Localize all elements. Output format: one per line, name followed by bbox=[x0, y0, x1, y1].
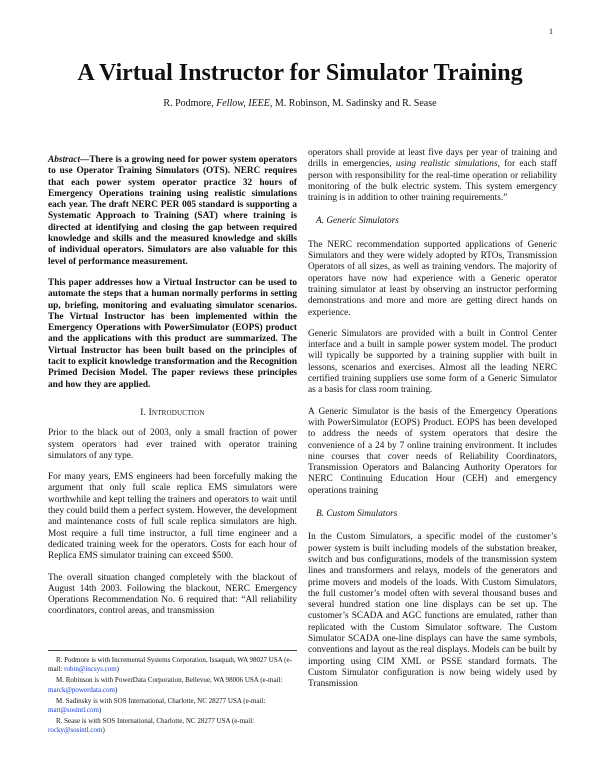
footnote-4 bbox=[48, 717, 297, 735]
footnote-4-text: R. Sease is with SOS International, Charlotte, NC 28277 USA (e-mail: bbox=[56, 717, 255, 726]
subsection-heading-custom: B. Custom Simulators bbox=[316, 509, 398, 520]
footnote-4-end: ) bbox=[102, 726, 105, 735]
right-paragraph-1 bbox=[308, 148, 557, 204]
footnote-2-text: M. Robinson is with PowerData Corporation, Bellevue, WA 98006 USA (e-mail: bbox=[56, 676, 283, 685]
right-p1-text-a: operators shall provide at least five days per year of training and drills in emergencies, bbox=[308, 148, 557, 170]
intro-paragraph-3: The overall situation changed completely with the blackout of August 14th 2003. Following the blackout, NERC Emergency Operations Recommendation No. 6 required that: “All reliability coordinators, control areas, and transmission bbox=[48, 572, 297, 617]
left-column bbox=[48, 155, 297, 628]
section-title: Introduction bbox=[148, 407, 205, 418]
author-line bbox=[0, 98, 600, 109]
subsection-heading-generic: A. Generic Simulators bbox=[316, 216, 399, 227]
intro-paragraph-2: For many years, EMS engineers had been forcefully making the argument that only full scale replica EMS simulators were worthwhile and kept telling the trainers and operators to wait until they could build them a perfect system. However, the development and maintenance costs of full scale replica simulators are high. Most require a full time instructor, a full time engineer and a dedicated training week for the operators. Costs for each hour of Replica EMS simulator training can exceed $500. bbox=[48, 472, 297, 562]
right-p1-text-b: , for each staff person with responsibility for the real-time operation or reliability monitoring of the bulk electric system. This system emergency training is in addition to other training requirements.” bbox=[308, 159, 557, 204]
abstract-text: —There is a growing need for power system operators to use Operator Training Simulators (OTS). NERC requires that each power system operator practice 32 hours of Emergency Operations training using realistic simulations each year. The draft NERC PER 005 standard is supporting a Systematic Approach to Training (SAT) where training is directed at identifying and closing the gap between required knowledge and skills and the measured knowledge and skills of individual operators. Simulators are also valuable for this level of performance measurement. bbox=[48, 155, 297, 267]
footnotes bbox=[48, 650, 297, 738]
generic-paragraph-2: Generic Simulators are provided with a built in Control Center interface and a built in sample power system model. The product will typically be supported by a training supplier with built in lessons, scenarios and exercises. Almost all the leading NERC certified training suppliers use some form of a Generic Simulator as a basis for class room training. bbox=[308, 328, 557, 396]
author-text-1: R. Podmore, bbox=[163, 98, 217, 109]
generic-paragraph-3: A Generic Simulator is the basis of the Emergency Operations with PowerSimulator (EOPS) Product. EOPS has been developed to address the needs of system operators that desire the convenience of a 24 by 7 online training environment. It includes nine courses that cover needs of Reliability Coordinators, Transmission Operators and Balancing Authority Operators for NERC Continuing Education Hour (CEH) and emergency operations training bbox=[308, 406, 557, 496]
right-p1-italic: using realistic simulations bbox=[395, 159, 498, 170]
abstract-lead: Abstract bbox=[48, 155, 81, 165]
author-role: Fellow, IEEE, bbox=[216, 98, 273, 109]
right-column bbox=[308, 148, 557, 700]
footnote-1 bbox=[48, 656, 297, 674]
footnote-3 bbox=[48, 697, 297, 715]
abstract bbox=[48, 155, 297, 268]
section-number: I. bbox=[140, 407, 149, 418]
footnote-2 bbox=[48, 676, 297, 694]
footnote-1-text: R. Podmore is with Incremental Systems Corporation, Issaquah, WA 98027 USA (e-mail: bbox=[48, 656, 292, 674]
email-link-3[interactable]: matt@sosintl.com bbox=[48, 706, 99, 715]
footnote-3-text: M. Sadinsky is with SOS International, Charlotte, NC 28277 USA (e-mail: bbox=[56, 696, 266, 705]
abstract-paragraph-2: This paper addresses how a Virtual Instructor can be used to automate the steps that a human normally performs in setting up, briefing, monitoring and evaluating simulator scenarios. The Virtual Instructor has been implemented within the Emergency Operations with PowerSimulator (EOPS) product and the applications with this product are summarized. The Virtual Instructor has been built based on the principles of tacit to explicit knowledge transformation and the Recognition Primed Decision Model. The paper reviews these principles and how they are applied. bbox=[48, 277, 297, 390]
generic-paragraph-1: The NERC recommendation supported applications of Generic Simulators and they were widely adopted by RTOs, Transmission Operators of all sizes, as well as training vendors. The majority of operators have now had experience with a Generic operator training simulator at least by observing an instructor performing demonstrations and more and more are getting direct hands on experience. bbox=[308, 239, 557, 318]
email-link-4[interactable]: rocky@sosintl.com bbox=[48, 726, 103, 735]
author-text-2: M. Robinson, M. Sadinsky and R. Sease bbox=[272, 98, 437, 109]
custom-paragraph-1: In the Custom Simulators, a specific model of the customer’s power system is built including models of the substation breaker, switch and bus configurations, models of the transmission system lines and transformers and relays, models of the generators and prime movers and models of the loads. With Custom Simulators, the full customer’s model often with several thousand buses and several hundred station one line displays can be set up. The customer’s SCADA and AGC functions are emulated, rather than replicated with the Custom Simulator software. The Custom Simulator SCADA one-line displays can have the same symbols, conventions and layout as the real displays. Models can be built by importing using CIM XML or PSSE standard formats. The Custom Simulator configuration is now being widely used by Transmission bbox=[308, 532, 557, 690]
footnote-2-end: ) bbox=[114, 685, 118, 694]
paper-title: A Virtual Instructor for Simulator Training bbox=[77, 60, 523, 86]
intro-paragraph-1: Prior to the black out of 2003, only a small fraction of power system operators had ever trained with operator training simulators of any type. bbox=[48, 428, 297, 461]
footnote-1-end: ) bbox=[116, 665, 120, 674]
page-number: 1 bbox=[549, 27, 553, 36]
email-link-2[interactable]: marck@powerdata.com bbox=[48, 685, 115, 694]
section-heading-introduction bbox=[48, 408, 297, 419]
email-link-1[interactable]: robin@incsys.com bbox=[64, 665, 117, 674]
footnote-3-end: ) bbox=[98, 706, 102, 715]
